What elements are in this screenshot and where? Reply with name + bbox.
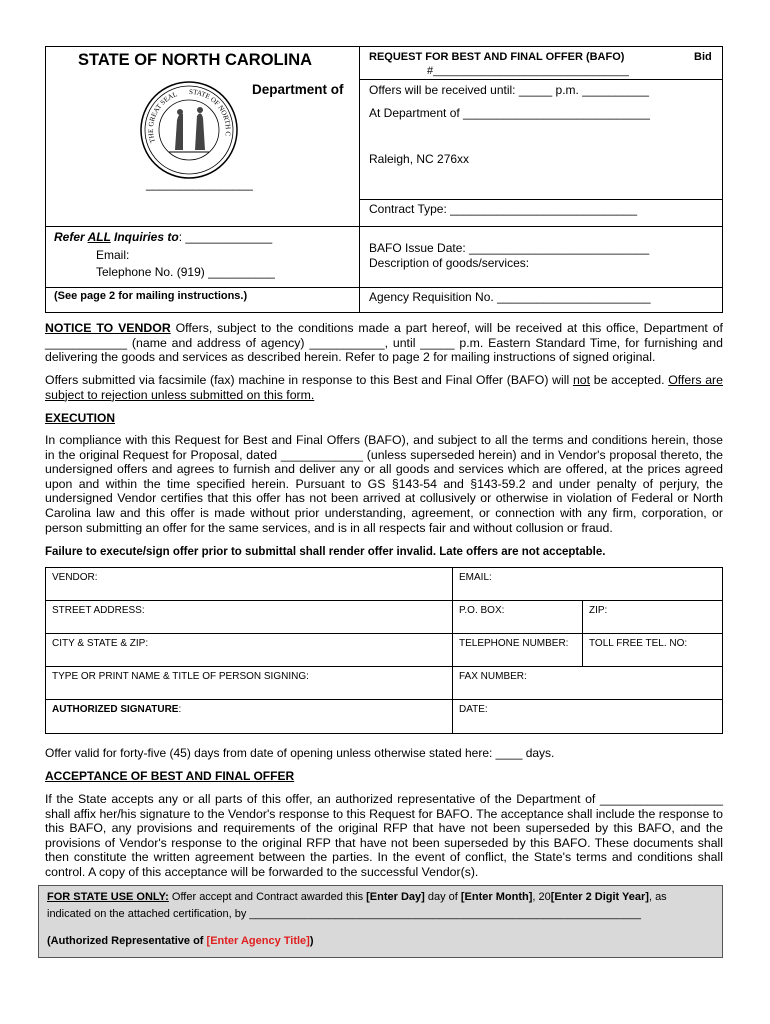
- acceptance-paragraph: If the State accepts any or all parts of this offer, an authorized representative of the Department of __________________ shall affix her/his signature to the Vendor's response to this Request for BAFO. The acceptance shall include the response to this BAFO, any provisions and requirements of the original RFP that have not been superseded by this BAFO, and the provisions of Vendor's response to the original RFP that have not been superseded by this BAFO. These documents shall then constitute the written agreement between the parties. In the event of conflict, the State's terms and conditions shall control. A copy of this acceptance will be forwarded to the successful Vendor(s).: [45, 792, 723, 879]
- fax-notice: Offers submitted via facsimile (fax) machine in response to this Best and Final Offer (BAFO) will not be accepted. Offers are subject to rejection unless submitted on this form.: [45, 373, 723, 402]
- city-row: [46, 634, 722, 667]
- email-label: Email:: [96, 248, 130, 262]
- execution-paragraph: In compliance with this Request for Best and Final Offers (BAFO), and subject to all the terms and conditions herein, those in the original Request for Proposal, dated ____________ (unless superseded herein) and in Vendor's proposal thereto, the undersigned offers and agrees to furnish and deliver any or all goods and services which are offered, at the prices agreed upon and within the time specified herein. Pursuant to GS §143-54 and §143-59.2 and under penalty of perjury, the undersigned Vendor certifies that this offer has not been arrived at collusively or otherwise in violation of Federal or North Carolina law and this offer is made without prior understanding, agreement, or connection with any firm, corporation, or person submitting an offer for the same services, and is in all respects fair and without collusion or fraud.: [45, 433, 723, 535]
- header-divider: [359, 47, 360, 313]
- telephone-label: Telephone No. (919) __________: [96, 265, 275, 279]
- authorized-representative: (Authorized Representative of [Enter Agency Title]): [47, 935, 314, 947]
- vendor-row: [46, 568, 722, 601]
- offer-valid: Offer valid for forty-five (45) days from date of opening unless otherwise stated here: ____ days.: [45, 746, 555, 760]
- notice-paragraph: NOTICE TO VENDOR Offers, subject to the conditions made a part hereof, will be received at this office, Department of ____________ (name and address of agency) ___________, until _____ p.m. Eastern Standard Time, for furnishing and delivering the goods and services as described herein. Refer to page 2 for mailing instructions of signed original.: [45, 321, 723, 365]
- state-use-line1: FOR STATE USE ONLY: Offer accept and Contract awarded this [Enter Day] day of [Enter Month], 20[Enter 2 Digit Year], as: [47, 891, 667, 903]
- offers-received: Offers will be received until: _____ p.m. __________: [369, 83, 649, 97]
- name-title-field[interactable]: TYPE OR PRINT NAME & TITLE OF PERSON SIGNING:: [52, 671, 309, 682]
- street-address-field[interactable]: STREET ADDRESS:: [52, 605, 145, 616]
- name-row: [46, 667, 722, 700]
- contract-type: Contract Type: ____________________________: [369, 202, 638, 216]
- bid-number: #________________________________: [427, 65, 629, 77]
- city-state-zip-field[interactable]: CITY & STATE & ZIP:: [52, 638, 149, 649]
- state-seal: [139, 80, 239, 180]
- po-box-field[interactable]: P.O. BOX:: [452, 601, 582, 633]
- refer-inquiries: Refer ALL Inquiries to: _____________: [54, 230, 273, 244]
- seal-text-left: THE GREAT SEAL: [146, 90, 179, 144]
- seal-icon: [139, 80, 239, 180]
- seal-text-right: STATE OF NORTH C: [188, 87, 232, 137]
- date-field[interactable]: DATE:: [452, 700, 723, 733]
- signature-field[interactable]: AUTHORIZED SIGNATURE:: [52, 704, 182, 715]
- city-address: Raleigh, NC 276xx: [369, 152, 470, 166]
- at-department: At Department of ____________________________: [369, 106, 650, 120]
- state-title: STATE OF NORTH CAROLINA: [78, 51, 313, 69]
- signature-row: [46, 700, 722, 733]
- zip-field[interactable]: ZIP:: [582, 601, 723, 633]
- agency-requisition: Agency Requisition No. _______________________: [369, 290, 651, 304]
- description-label: Description of goods/services:: [369, 256, 530, 270]
- toll-free-field[interactable]: TOLL FREE TEL. NO:: [582, 634, 723, 666]
- fax-field[interactable]: FAX NUMBER:: [452, 667, 723, 699]
- state-use-box: [38, 885, 723, 958]
- department-label: Department of: [252, 82, 344, 97]
- request-title: REQUEST FOR BEST AND FINAL OFFER (BAFO): [369, 51, 625, 63]
- vendor-field[interactable]: VENDOR:: [52, 572, 98, 583]
- telephone-field[interactable]: TELEPHONE NUMBER:: [452, 634, 582, 666]
- notice-heading: NOTICE TO VENDOR: [45, 321, 171, 335]
- email-field[interactable]: EMAIL:: [452, 568, 723, 600]
- svg-text:THE GREAT SEAL: [147, 90, 178, 144]
- bafo-issue-date: BAFO Issue Date: ___________________________: [369, 241, 650, 255]
- header-blank-line: ________________: [146, 177, 253, 191]
- execution-warning: Failure to execute/sign offer prior to submittal shall render offer invalid. Late offers are not acceptable.: [45, 546, 606, 558]
- acceptance-heading: ACCEPTANCE OF BEST AND FINAL OFFER: [45, 769, 295, 783]
- address-row: [46, 601, 722, 634]
- mailing-note: (See page 2 for mailing instructions.): [54, 290, 248, 302]
- bid-label: Bid: [694, 51, 712, 63]
- execution-heading: EXECUTION: [45, 411, 116, 425]
- state-use-line2: indicated on the attached certification, by ________________________________________________________________: [47, 908, 641, 920]
- vendor-form: [45, 567, 723, 734]
